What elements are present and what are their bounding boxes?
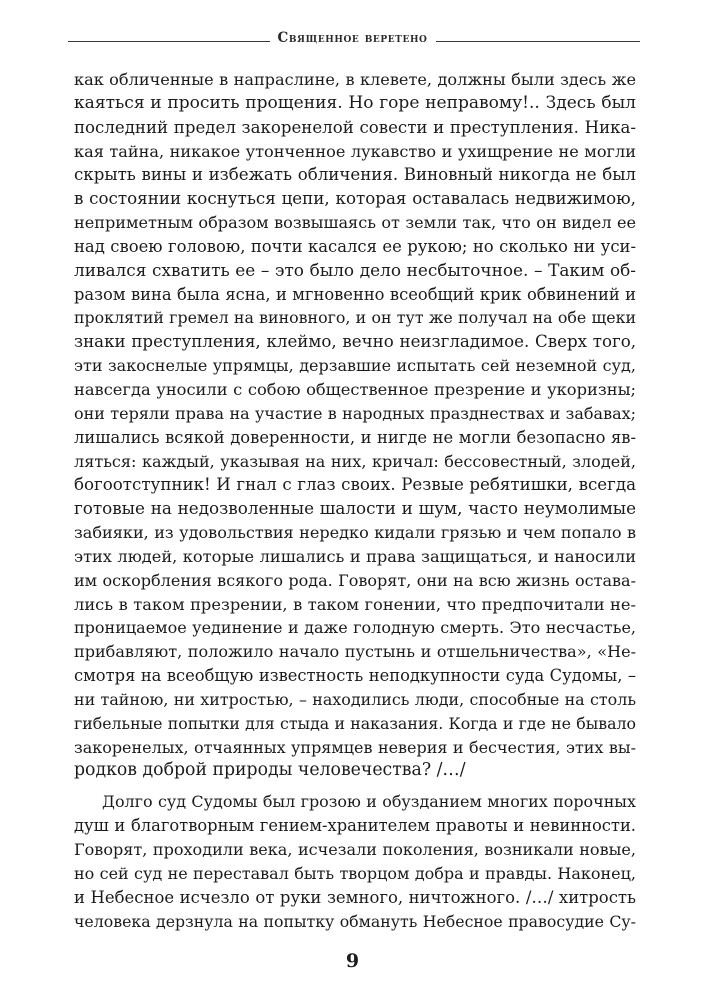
text-line: лишались всякой доверенности, и нигде не могли безопасно яв- <box>74 427 636 447</box>
text-line: прибавляют, положило начало пустынь и отшельничества», «Не- <box>74 642 636 662</box>
text-line: над своею головою, почти касался ее рукою; но сколько ни уси- <box>74 236 636 256</box>
text-line: смотря на всеобщую известность неподкупности суда Судомы, – <box>74 666 636 686</box>
text-line: им оскорбления всякого рода. Говорят, они на всю жизнь остава- <box>74 570 636 590</box>
text-line: забияки, из удовольствия нередко кидали грязью и чем попало в <box>74 523 636 543</box>
text-line: скрыть вины и избежать обличения. Виновный никогда не был <box>74 165 636 185</box>
text-line: они теряли права на участие в народных празднествах и забавах; <box>74 403 636 423</box>
text-line: как обличенные в напраслине, в клевете, должны были здесь же <box>74 70 636 89</box>
text-line: ни тайною, ни хитростью, – находились люди, способные на столь <box>74 689 636 709</box>
text-line: последний предел закоренелой совести и преступления. Ника- <box>74 117 636 137</box>
text-line: лись в таком презрении, в таком гонении, что предпочитали не- <box>74 594 636 614</box>
text-line: навсегда уносили с собою общественное презрение и укоризны; <box>74 379 636 399</box>
paragraph-2 <box>74 790 636 933</box>
text-line: и Небесное исчезло от руки земного, ничтожного. /…/ хитрость <box>74 887 636 907</box>
running-head <box>0 27 705 47</box>
text-line: ливался схватить ее – это было дело несбыточное. – Таким об- <box>74 259 636 280</box>
body-text <box>74 68 636 933</box>
text-line: эти закоснелые упрямцы, дерзавшие испытать сей неземной суд, <box>74 356 636 376</box>
text-line: Долго суд Судомы был грозою и обузданием многих порочных <box>102 792 636 812</box>
text-line: родков доброй природы человечества? /…/ <box>74 760 466 781</box>
text-line: но сей суд не переставал быть творцом добра и правды. Наконец, <box>74 863 636 883</box>
text-line: гибельные попытки для стыда и наказания. Когда и где не бывало <box>74 713 636 733</box>
text-line: в состоянии коснуться цепи, которая оставалась недвижимою, <box>74 188 636 209</box>
text-line: кая тайна, никакое утонченное лукавство и ухищрение не могли <box>74 141 636 161</box>
text-line: знаки преступления, клеймо, вечно неизгладимое. Сверх того, <box>74 332 636 352</box>
text-line: неприметным образом возвышаясь от земли так, что он видел ее <box>74 213 636 233</box>
text-line: проклятий гремел на виновного, и он тут же получал на обе щеки <box>74 308 636 328</box>
text-line: Говорят, проходили века, исчезали поколения, возникали новые, <box>74 840 636 859</box>
text-line: душ и благотворным гением-хранителем правоты и невинности. <box>74 816 636 836</box>
text-line: готовые на недозволенные шалости и шум, часто неумолимые <box>74 498 636 519</box>
running-head-title: Священное веретено <box>270 29 436 47</box>
text-line: этих людей, которые лишались и права защищаться, и наносили <box>74 546 636 566</box>
text-line: человека дерзнула на попытку обмануть Небесное правосудие Су- <box>74 911 636 931</box>
text-line: закоренелых, отчаянных упрямцев неверия и бесчестия, этих вы- <box>74 737 636 757</box>
page-number: 9 <box>345 950 360 972</box>
text-line: разом вина была ясна, и мгновенно всеобщий крик обвинений и <box>74 284 636 304</box>
text-line: каяться и просить прощения. Но горе неправому!.. Здесь был <box>74 92 636 113</box>
text-line: богоотступник! И гнал с глаз своих. Резвые ребятишки, всегда <box>74 475 636 495</box>
paragraph-gap <box>74 783 636 790</box>
text-line: проницаемое уединение и даже голодную смерть. Это несчастье, <box>74 618 636 638</box>
paragraph-1 <box>74 68 636 783</box>
text-line: ляться: каждый, указывая на них, кричал: бессовестный, злодей, <box>74 451 636 471</box>
